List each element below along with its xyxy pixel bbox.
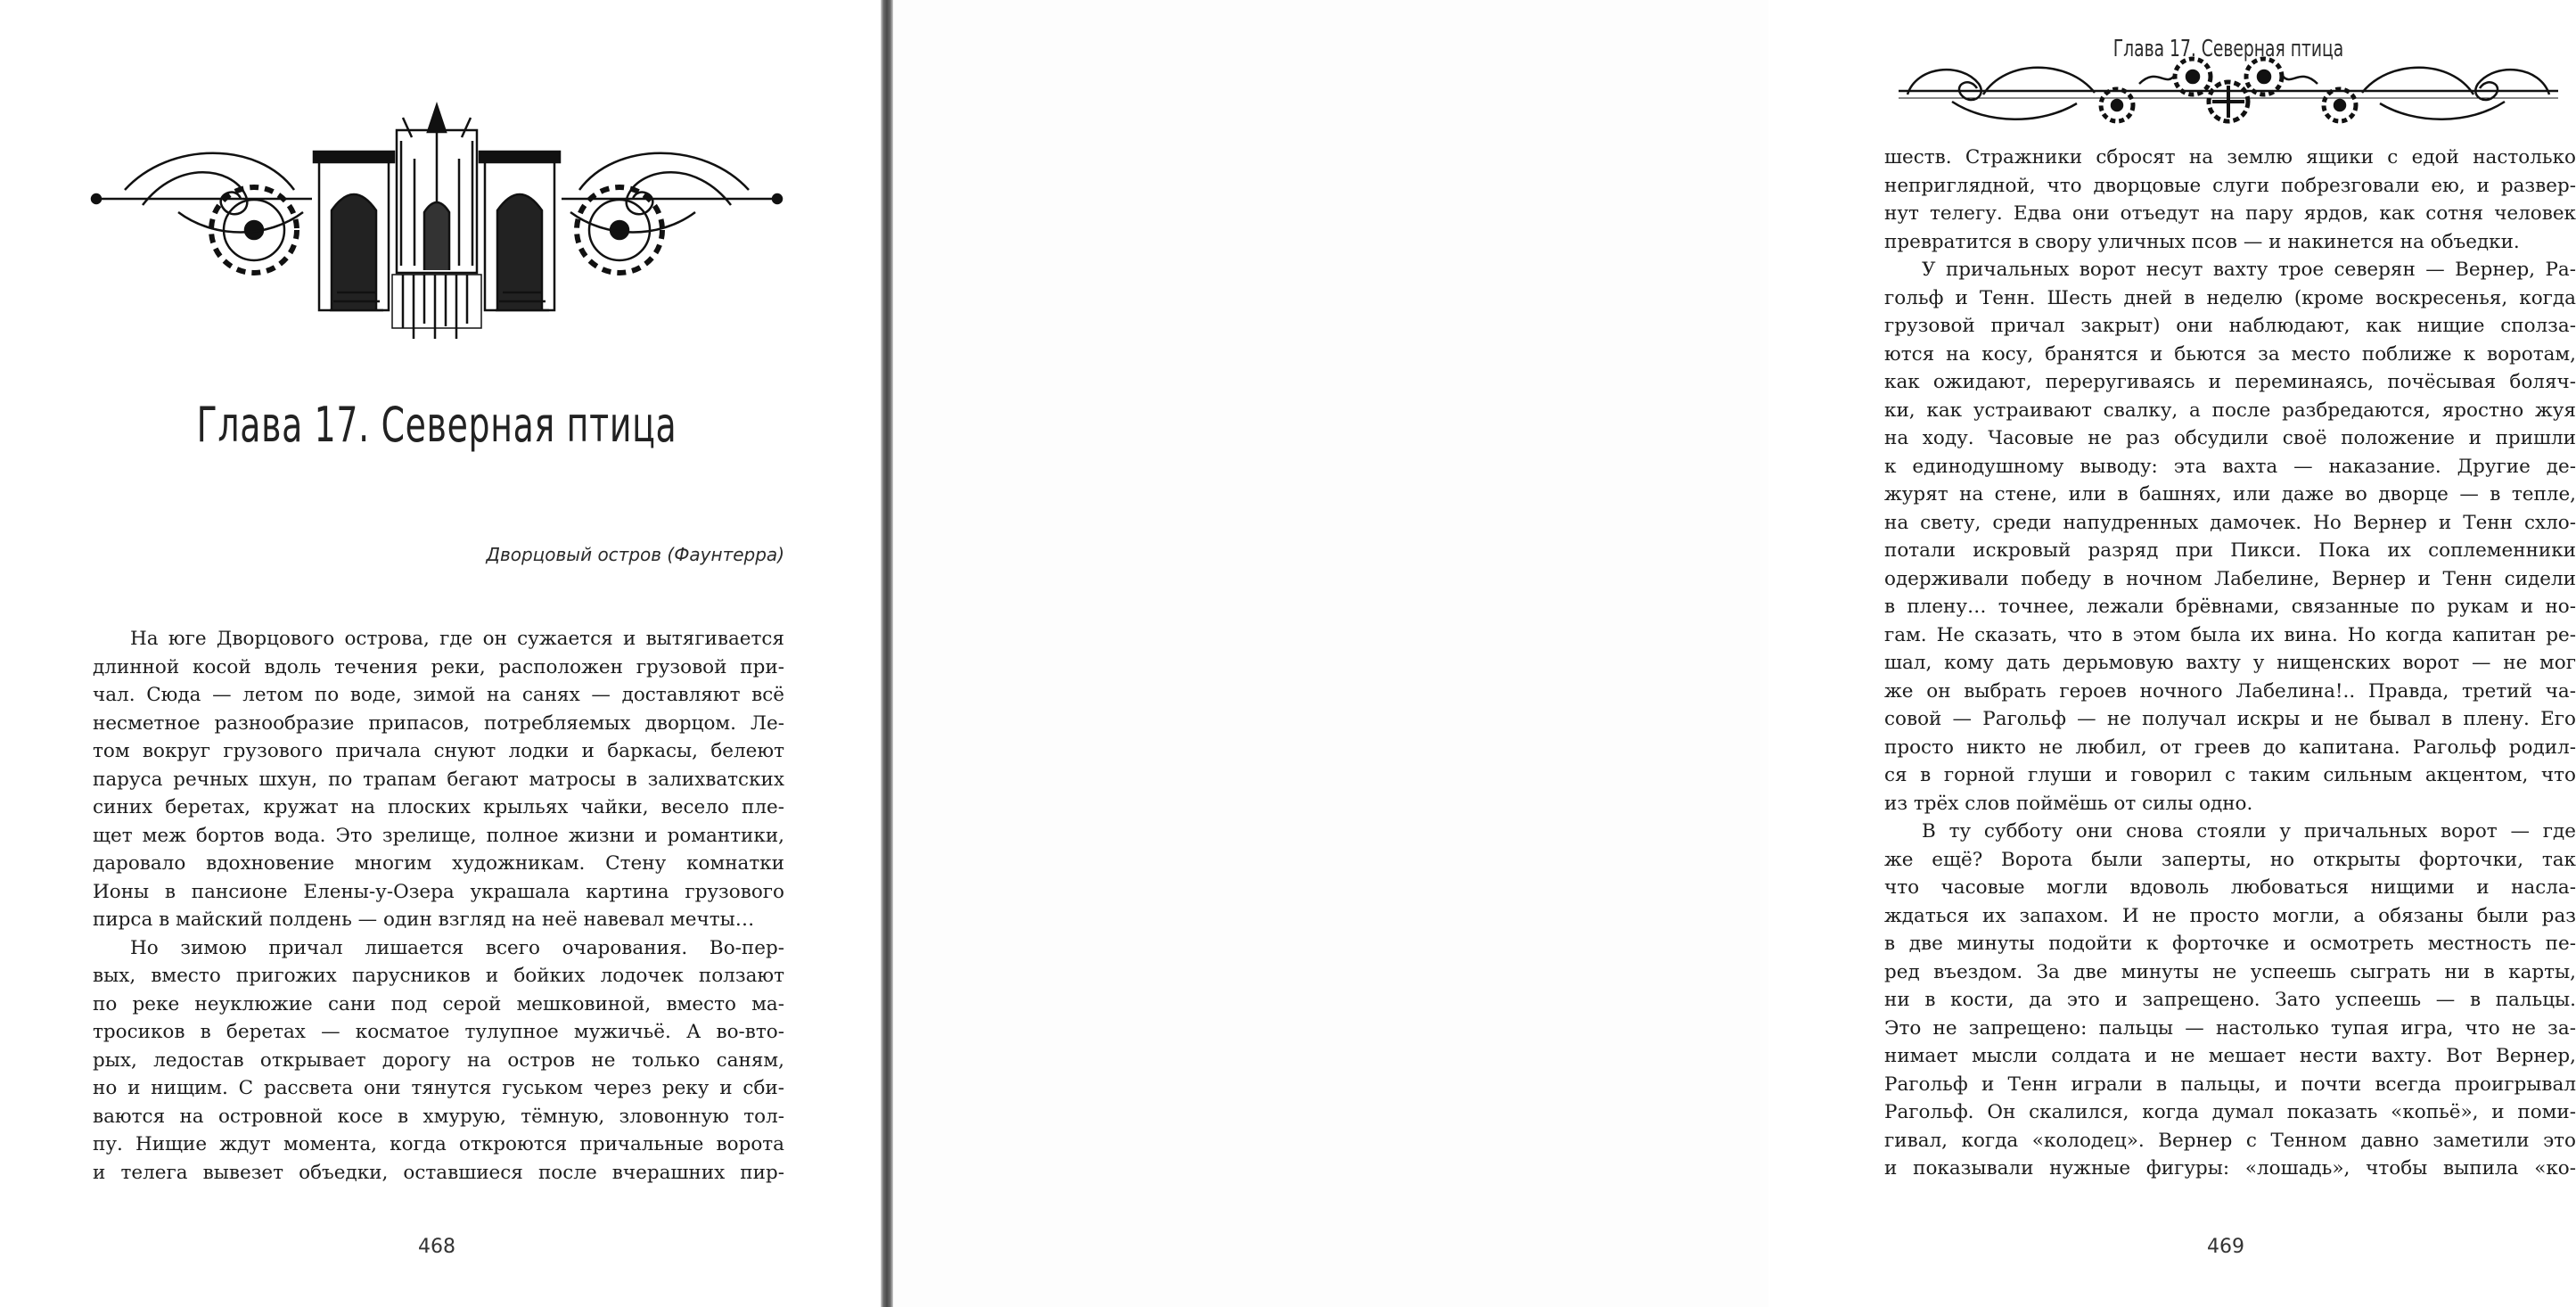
text-line: Рагольф и Тенн играли в пальцы, и почти всегда проигрывал <box>1884 1073 2576 1096</box>
castle-gears-ornament-icon <box>89 105 784 339</box>
text-line: гам. Не сказать, что в этом была их вина. Но когда капитан ре- <box>1884 623 2576 646</box>
text-line: же он выбрать героев ночного Лабелина!.. Правда, третий ча- <box>1884 679 2576 703</box>
text-line: потали искровый разряд при Пикси. Пока их соплеменники <box>1884 539 2576 562</box>
text-line: грузовой причал закрыт) они наблюдают, как нищие сполза- <box>1884 315 2576 337</box>
text-line: Но зимою причал лишается всего очарования. Во-пер- <box>130 936 784 959</box>
text-line: и показывали нужные фигуры: «лошадь», чтобы выпила «ко- <box>1884 1157 2576 1180</box>
text-line: шал, кому дать дерьмовую вахту у нищенских ворот — не мог <box>1884 652 2576 674</box>
text-line: ются на косу, бранятся и бьются за место поближе к воротам, <box>1884 342 2576 366</box>
text-line: но и нищим. С рассвета они тянутся гуськом через реку и сби- <box>93 1077 784 1099</box>
book-spine-gutter <box>881 0 893 1307</box>
page-number: 468 <box>418 1236 455 1258</box>
text-line: В ту субботу они снова стояли у причальных ворот — где <box>1922 820 2576 843</box>
text-line: одерживали победу в ночном Лабелине, Вернер и Тенн сидели <box>1884 567 2576 590</box>
text-line: неприглядной, что дворцовые слуги побрезговали ею, и развер- <box>1884 174 2576 197</box>
text-line: нут телегу. Едва они отъедут на пару ярдов, как сотня человек <box>1884 202 2576 225</box>
text-line: на ходу. Часовые не раз обсудили своё положение и пришли <box>1884 427 2576 449</box>
text-line: нимает мысли солдата и не мешает нести вахту. Вот Вернер, <box>1884 1045 2576 1067</box>
text-line: ред въездом. За две минуты не успеешь сыграть ни в карты, <box>1884 960 2576 983</box>
text-line: ваются на островной косе в хмурую, тёмную, зловонную тол- <box>93 1105 784 1128</box>
text-line: Это не запрещено: пальцы — настолько тупая игра, что не за- <box>1884 1016 2576 1040</box>
text-line: шеств. Стражники сбросят на землю ящики с едой настолько <box>1884 146 2576 169</box>
text-line: тросиков в беретах — косматое тулупное мужичьё. А во-вто- <box>93 1021 784 1043</box>
text-line: на свету, среди напудренных дамочек. Но Вернер и Тенн схло- <box>1884 511 2576 534</box>
text-line: пирса в майский полдень — один взгляд на неё навевал мечты… <box>93 908 755 931</box>
text-line: даровало вдохновение многим художникам. Стену комнатки <box>93 852 784 875</box>
text-line: щет меж бортов вода. Это зрелище, полное жизни и романтики, <box>93 824 784 847</box>
text-line: паруса речных шхун, по трапам бегают матросы в залихватских <box>93 768 784 791</box>
text-line: журят на стене, или в башнях, или даже во дворце — в тепле, <box>1884 483 2576 506</box>
text-line: На юге Дворцового острова, где он сужается и вытягивается <box>130 628 784 650</box>
chapter-location: Дворцовый остров (Фаунтерра) <box>486 544 784 565</box>
text-line: чал. Сюда — летом по воде, зимой на санях — доставляют всё <box>93 684 784 706</box>
text-line: к единодушному выводу: эта вахта — наказание. Другие де- <box>1884 455 2576 478</box>
text-line: гольф и Тенн. Шесть дней в неделю (кроме воскресенья, когда <box>1884 286 2576 309</box>
text-line: совой — Рагольф — не получал искры и не бывал в плену. Его <box>1884 708 2576 730</box>
text-line: же ещё? Ворота были заперты, но открыты форточки, так <box>1884 848 2576 871</box>
text-line: ся в горной глуши и говорил с таким сильным акцентом, что <box>1884 764 2576 786</box>
text-line: длинной косой вдоль течения реки, расположен грузовой при- <box>93 655 784 678</box>
text-line: ни в кости, да это и запрещено. Зато успеешь — в пальцы. <box>1884 989 2576 1011</box>
body-text <box>1884 144 2576 1183</box>
text-line: несметное разнообразие припасов, потребляемых дворцом. Ле- <box>93 711 784 735</box>
text-line: ки, как устраивают свалку, а после разбредаются, яростно жуя <box>1884 399 2576 422</box>
text-line: рых, ледостав открывает дорогу на остров не только саням, <box>93 1048 784 1072</box>
text-line: гивал, когда «колодец». Вернер с Тенном давно заметили это <box>1884 1129 2576 1152</box>
text-line: в две минуты подойти к форточке и осмотреть местность пе- <box>1884 933 2576 955</box>
body-text <box>93 625 784 1187</box>
text-line: что часовые могли вдоволь любоваться нищими и насла- <box>1884 876 2576 899</box>
text-line: из трёх слов поймёшь от силы одно. <box>1884 792 2253 815</box>
text-line: вых, вместо пригожих парусников и бойких лодочек ползают <box>93 965 784 987</box>
text-line: Рагольф. Он скалился, когда думал показать «копьё», и поми- <box>1884 1101 2576 1123</box>
text-line: как ожидают, переругиваясь и переминаясь, почёсывая боляч- <box>1884 371 2576 393</box>
text-line: и телега вывезет объедки, оставшиеся после вчерашних пир- <box>93 1161 784 1184</box>
text-line: превратится в свору уличных псов — и накинется на объедки. <box>1884 230 2520 253</box>
text-line: У причальных ворот несут вахту трое северян — Вернер, Ра- <box>1922 259 2576 281</box>
text-line: в плену… точнее, лежали брёвнами, связанные по рукам и но- <box>1884 596 2576 618</box>
text-line: синих беретах, кружат на плоских крыльях чайки, весело пле- <box>93 796 784 818</box>
running-header: Глава 17. Северная птица <box>2112 36 2344 62</box>
text-line: том вокруг грузового причала снуют лодки и баркасы, белеют <box>93 740 784 762</box>
text-line: просто никто не любил, от греев до капитана. Рагольф родил- <box>1884 736 2576 759</box>
text-line: по реке неуклюжие сани под серой мешковиной, вместо ма- <box>93 992 784 1015</box>
text-line: пу. Нищие ждут момента, когда откроются причальные ворота <box>93 1133 784 1155</box>
chapter-title: Глава 17. Северная птица <box>196 397 677 453</box>
gears-header-ornament-icon <box>1899 48 2558 130</box>
page-number: 469 <box>2207 1236 2244 1258</box>
text-line: ждаться их запахом. И не просто могли, а обязаны были раз <box>1884 904 2576 927</box>
left-page <box>0 0 881 1307</box>
right-page <box>893 0 2576 1307</box>
text-line: Ионы в пансионе Елены-у-Озера украшала картина грузового <box>93 880 784 903</box>
